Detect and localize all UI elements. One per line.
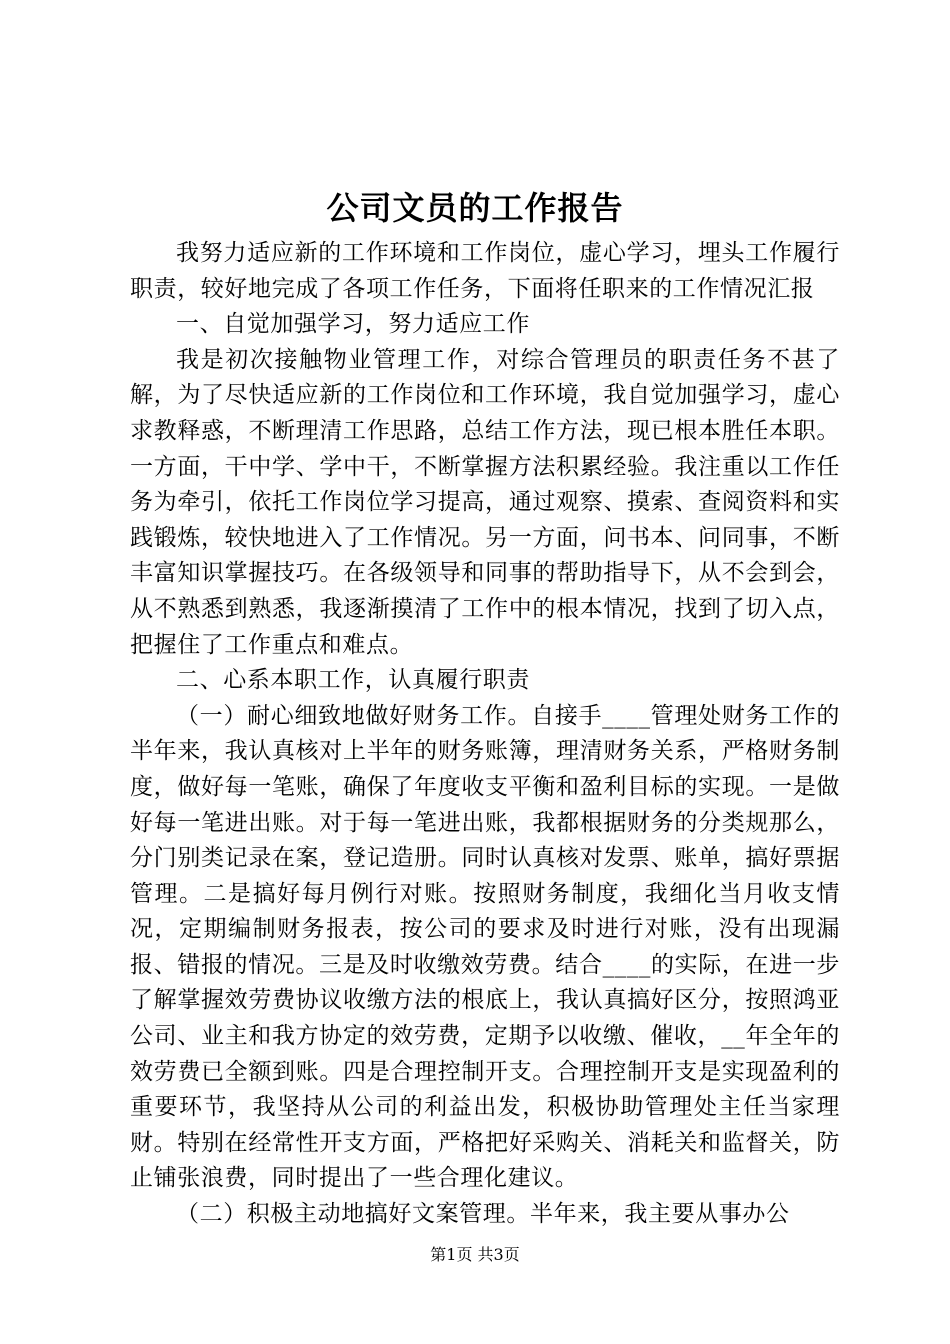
section-heading-1: 一、自觉加强学习，努力适应工作 [176,311,530,338]
document-body [130,236,840,1233]
paragraph-finance: （一）耐心细致地做好财务工作。自接手____管理处财务工作的半年来，我认真核对上半年的财务账簿，理清财务关系，严格财务制度，做好每一笔账，确保了年度收支平衡和盈利目标的实现。一是做好每一笔进出账。对于每一笔进出账，我都根据财务的分类规那么，分门别类记录在案，登记造册。同时认真核对发票、账单，搞好票据管理。二是搞好每月例行对账。按照财务制度，我细化当月收支情况，定期编制财务报表，按公司的要求及时进行对账，没有出现漏报、错报的情况。三是及时收缴效劳费。结合____的实际，在进一步了解掌握效劳费协议收缴方法的根底上，我认真搞好区分，按照鸿亚公司、业主和我方协定的效劳费，定期予以收缴、催收，__年全年的效劳费已全额到账。四是合理控制开支。合理控制开支是实现盈利的重要环节，我坚持从公司的利益出发，积极协助管理处主任当家理财。特别在经常性开支方面，严格把好采购关、消耗关和监督关，防止铺张浪费，同时提出了一些合理化建议。 [130,702,840,1192]
paragraph-documents: （二）积极主动地搞好文案管理。半年来，我主要从事办公 [176,1201,790,1228]
document-title: 公司文员的工作报告 [326,189,624,227]
paragraph-study: 我是初次接触物业管理工作，对综合管理员的职责任务不甚了解，为了尽快适应新的工作岗位和工作环境，我自觉加强学习，虚心求教释惑，不断理清工作思路，总结工作方法，现已根本胜任本职。一方面，干中学、学中干，不断掌握方法积累经验。我注重以工作任务为牵引，依托工作岗位学习提高，通过观察、摸索、查阅资料和实践锻炼，较快地进入了工作情况。另一方面，问书本、问同事，不断丰富知识掌握技巧。在各级领导和同事的帮助指导下，从不会到会，从不熟悉到熟悉，我逐渐摸清了工作中的根本情况，找到了切入点，把握住了工作重点和难点。 [130,346,840,658]
page-number-footer: 第1页 共3页 [430,1245,520,1264]
paragraph-intro: 我努力适应新的工作环境和工作岗位，虚心学习，埋头工作履行职责，较好地完成了各项工作任务，下面将任职来的工作情况汇报 [130,240,840,302]
section-heading-2: 二、心系本职工作，认真履行职责 [176,667,530,694]
